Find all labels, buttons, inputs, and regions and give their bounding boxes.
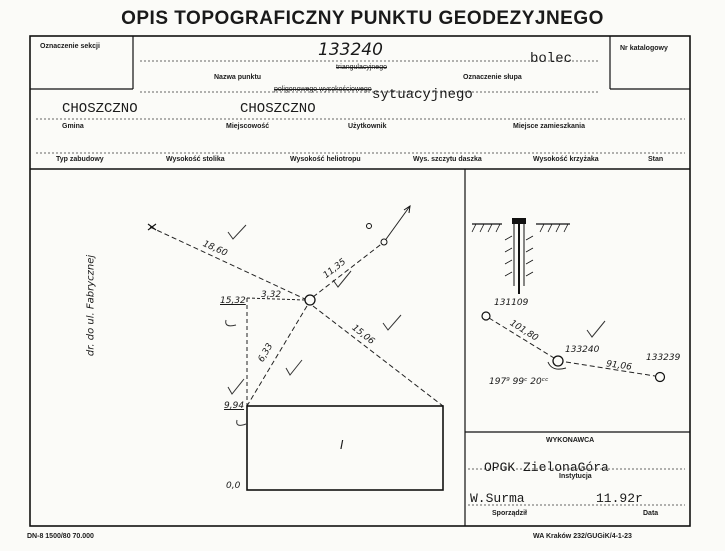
- point-131109: 131109: [494, 298, 529, 308]
- institution-value: OPGK ZielonaGóra: [484, 460, 609, 475]
- data-label: Data: [643, 510, 659, 517]
- footer-left: DN-8 1500/80 70.000: [27, 533, 94, 540]
- footer-right: WA Kraków 232/GUGiK/4-1-23: [533, 533, 632, 540]
- distance-11-35: 11,35: [321, 257, 349, 281]
- sporzadzil-label: Sporządził: [492, 510, 528, 517]
- distance-6-33: 6,33: [256, 341, 276, 365]
- class-struck-2: poligonowego wysokościowego: [274, 86, 372, 93]
- miejscowosc-label: Miejscowość: [226, 123, 270, 130]
- uzytkownik-label: Użytkownik: [348, 123, 387, 130]
- wykonawca-label: WYKONAWCA: [546, 437, 595, 444]
- catalog-label: Nr katalogowy: [620, 45, 668, 52]
- heliotropu-label: Wysokość heliotropu: [290, 156, 361, 163]
- date-value: 11.92r: [596, 491, 643, 506]
- point-number: 133240: [318, 40, 383, 60]
- class-typed: sytuacyjnego: [372, 87, 473, 103]
- building-label: I: [340, 438, 344, 452]
- stolika-label: Wysokość stolika: [166, 156, 225, 163]
- distance-9-94: 9,94: [224, 401, 245, 411]
- marker-type: bolec: [530, 51, 573, 67]
- sporzadzil-value: W.Surma: [470, 491, 525, 506]
- krzyzaka-label: Wysokość krzyżaka: [533, 156, 599, 163]
- section-label: Oznaczenie sekcji: [40, 43, 100, 50]
- distance-101-80: 101,80: [507, 318, 540, 344]
- point-133240-small: 133240: [565, 345, 600, 355]
- gmina-label: Gmina: [62, 123, 84, 130]
- distance-18-60: 18,60: [201, 239, 229, 259]
- instytucja-label: Instytucja: [559, 473, 592, 480]
- point-133239: 133239: [646, 353, 681, 363]
- page-title: OPIS TOPOGRAFICZNY PUNKTU GEODEZYJNEGO: [121, 8, 604, 29]
- street-label: dr. do ul. Fabrycznej: [85, 254, 97, 357]
- distance-0-0: 0,0: [226, 481, 241, 491]
- stan-label: Stan: [648, 156, 664, 163]
- angle-value: 197⁹ 99ᶜ 20ᶜᶜ: [489, 377, 549, 387]
- distance-15-32: 15,32: [220, 296, 246, 306]
- distance-91-06: 91,06: [605, 359, 633, 373]
- pole-label: Oznaczenie słupa: [463, 74, 522, 81]
- class-struck-1: triangulacyjnego: [336, 64, 387, 71]
- miejsce-label: Miejsce zamieszkania: [513, 123, 585, 130]
- name-label: Nazwa punktu: [214, 74, 262, 81]
- daszka-label: Wys. szczytu daszka: [413, 156, 482, 163]
- gmina-value: CHOSZCZNO: [62, 101, 138, 117]
- distance-3-32: 3,32: [261, 290, 282, 300]
- typ-label: Typ zabudowy: [56, 156, 104, 163]
- miejscowosc-value: CHOSZCZNO: [240, 101, 316, 117]
- distance-15-06: 15,06: [349, 323, 377, 347]
